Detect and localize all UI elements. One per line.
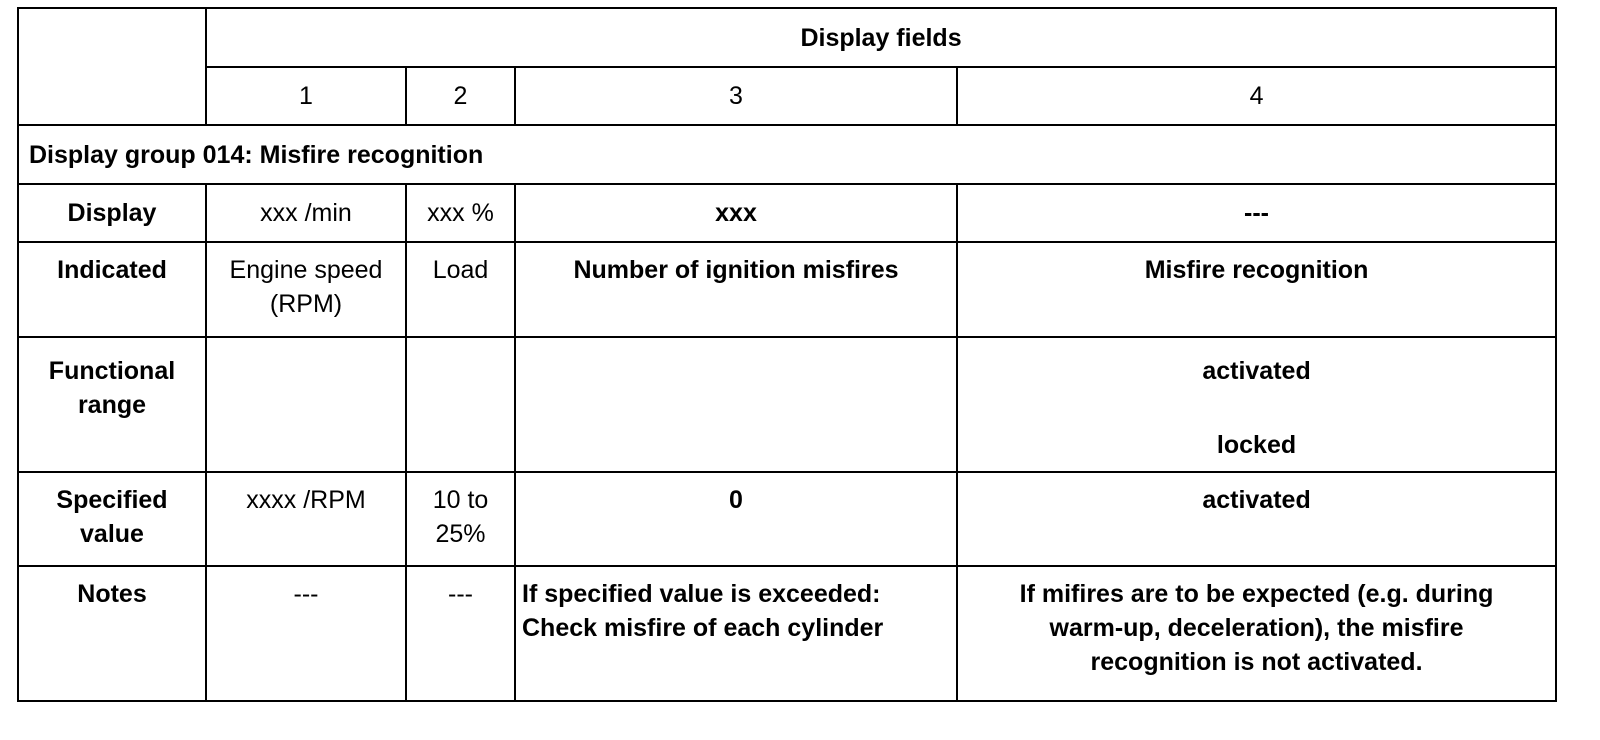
- functional-range-activated: activated: [1202, 357, 1311, 385]
- specified-value-field-1: xxxx /RPM: [206, 472, 406, 566]
- functional-range-locked: locked: [1216, 431, 1297, 459]
- indicated-field-1-line1: Engine speed: [229, 256, 383, 284]
- display-group-table: [17, 7, 1557, 702]
- functional-range-field-2: [406, 337, 515, 472]
- functional-range-label-line1: Functional: [48, 357, 176, 385]
- indicated-field-4: Misfire recognition: [957, 242, 1556, 337]
- row-functional-range: [18, 337, 1556, 472]
- group-title: Display group 014: Misfire recognition: [18, 125, 1556, 184]
- notes-field-3-line2: Check misfire of each cylinder: [522, 614, 884, 642]
- display-field-3: xxx: [515, 184, 957, 242]
- specified-value-field-2: [406, 472, 515, 566]
- functional-range-spacer: [964, 388, 1549, 428]
- column-number-3: 3: [515, 67, 957, 125]
- notes-field-2: ---: [406, 566, 515, 701]
- column-number-4: 4: [957, 67, 1556, 125]
- row-notes: [18, 566, 1556, 701]
- notes-field-4: [957, 566, 1556, 701]
- notes-field-4-line1: If mifires are to be expected (e.g. during: [1019, 580, 1494, 608]
- indicated-field-1: [206, 242, 406, 337]
- functional-range-field-1: [206, 337, 406, 472]
- notes-field-1: ---: [206, 566, 406, 701]
- row-label-display: Display: [18, 184, 206, 242]
- row-label-functional-range: [18, 337, 206, 472]
- specified-value-label-line2: value: [80, 520, 144, 548]
- row-display: [18, 184, 1556, 242]
- specified-value-field-3: 0: [515, 472, 957, 566]
- row-label-specified-value: [18, 472, 206, 566]
- notes-field-3: [515, 566, 957, 701]
- column-number-1: 1: [206, 67, 406, 125]
- indicated-field-3: Number of ignition misfires: [515, 242, 957, 337]
- column-number-2: 2: [406, 67, 515, 125]
- row-specified-value: [18, 472, 1556, 566]
- notes-field-4-line3: recognition is not activated.: [1090, 648, 1423, 676]
- specified-value-field-2-line2: 25%: [435, 520, 486, 548]
- functional-range-label-line2: range: [77, 391, 147, 419]
- display-fields-header: Display fields: [206, 8, 1556, 67]
- notes-field-3-line1: If specified value is exceeded:: [522, 580, 881, 608]
- row-label-notes: Notes: [18, 566, 206, 701]
- display-field-1: xxx /min: [206, 184, 406, 242]
- functional-range-field-4: [957, 337, 1556, 472]
- row-indicated: [18, 242, 1556, 337]
- display-field-4: ---: [957, 184, 1556, 242]
- specified-value-field-2-line1: 10 to: [432, 486, 489, 514]
- functional-range-field-3: [515, 337, 957, 472]
- specified-value-field-4: activated: [957, 472, 1556, 566]
- specified-value-label-line1: Specified: [56, 486, 168, 514]
- row-label-indicated: Indicated: [18, 242, 206, 337]
- notes-field-4-line2: warm-up, deceleration), the misfire: [1049, 614, 1464, 642]
- display-field-2: xxx %: [406, 184, 515, 242]
- indicated-field-1-line2: (RPM): [269, 290, 343, 318]
- indicated-field-2: Load: [406, 242, 515, 337]
- header-corner-cell: [18, 8, 206, 125]
